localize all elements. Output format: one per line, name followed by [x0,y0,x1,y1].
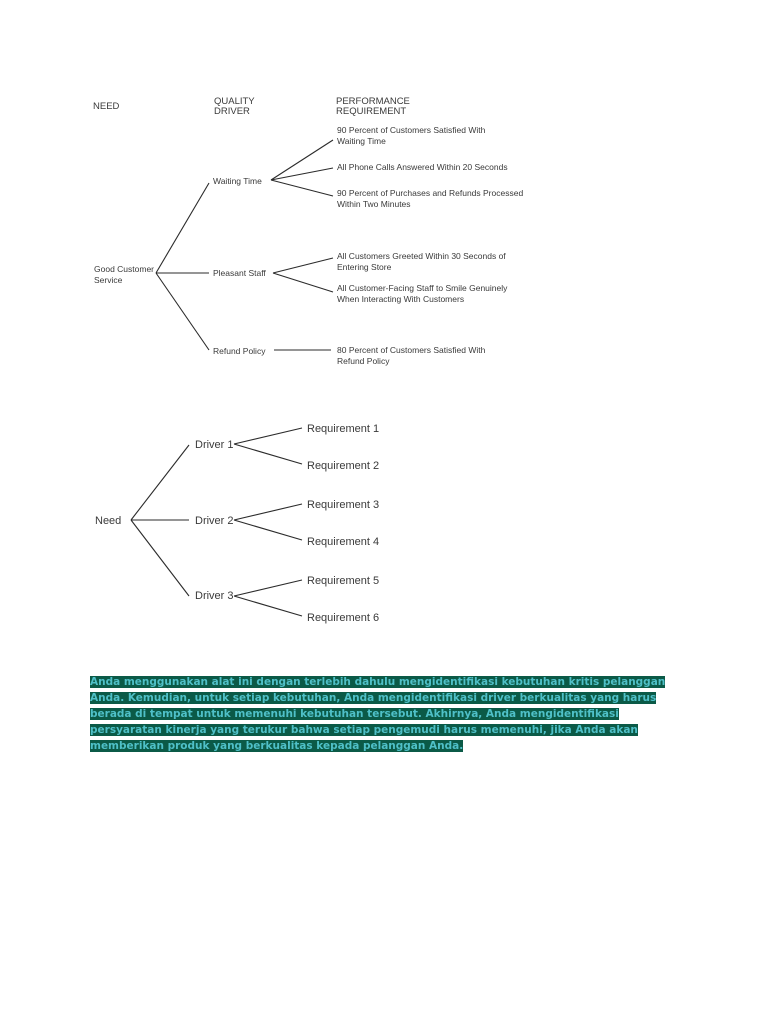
driver-label: Driver 3 [195,590,234,602]
connector-line [273,258,333,273]
connector-line [271,180,333,196]
connector-line [273,273,333,292]
requirement-label: Requirement 4 [307,536,380,548]
connector-line [131,520,189,596]
header-driver: DRIVER [214,106,250,117]
requirement-label: 90 Percent of Purchases and Refunds Processed [337,188,524,198]
need-label-line2: Service [94,275,123,285]
requirement-label: Requirement 6 [307,612,380,624]
customer-service-tree-diagram [0,0,768,380]
header-need: NEED [93,101,120,112]
requirement-label: Refund Policy [337,356,390,366]
requirement-label: Requirement 1 [307,423,380,435]
connector-line [234,520,302,540]
connector-line [234,504,302,520]
connector-line [156,183,209,273]
highlighted-paragraph [90,674,680,754]
header-requirement: REQUIREMENT [336,106,407,117]
requirement-label: All Customer-Facing Staff to Smile Genuinely [337,283,508,293]
connector-line [131,445,189,520]
requirement-label: Requirement 3 [307,499,380,511]
header-quality: QUALITY [214,96,255,107]
requirement-label: All Phone Calls Answered Within 20 Seconds [337,162,508,172]
driver-label: Driver 1 [195,439,234,451]
connector-line [234,444,302,464]
driver-label: Refund Policy [213,346,266,356]
connector-line [156,273,209,350]
connector-line [234,580,302,596]
driver-label: Driver 2 [195,515,234,527]
connector-line [234,596,302,616]
requirement-label: When Interacting With Customers [337,294,465,304]
requirement-label: Requirement 2 [307,460,380,472]
requirement-label: Requirement 5 [307,575,380,587]
paragraph-text: Anda menggunakan alat ini dengan terlebih dahulu mengidentifikasi kebutuhan kritis pelanggan Anda. Kemudian, untuk setiap kebutuhan, Anda mengidentifikasi driver berkualitas yang harus berada di tempat untuk memenuhi kebutuhan tersebut. Akhirnya, Anda mengidentifikasi persyaratan kinerja yang terukur bahwa setiap pengemudi harus memenuhi, jika Anda akan memberikan produk yang berkualitas kepada pelanggan Anda. [90,676,666,752]
requirement-label: Within Two Minutes [337,199,411,209]
requirement-label: Entering Store [337,262,392,272]
need-label: Need [95,515,122,527]
driver-label: Waiting Time [213,176,262,186]
requirement-label: 80 Percent of Customers Satisfied With [337,345,486,355]
requirement-label: All Customers Greeted Within 30 Seconds of [337,251,506,261]
requirement-label: Waiting Time [337,136,386,146]
connector-line [234,428,302,444]
header-performance: PERFORMANCE [336,96,410,107]
need-label-line1: Good Customer [94,264,154,274]
driver-label: Pleasant Staff [213,268,266,278]
requirement-label: 90 Percent of Customers Satisfied With [337,125,486,135]
